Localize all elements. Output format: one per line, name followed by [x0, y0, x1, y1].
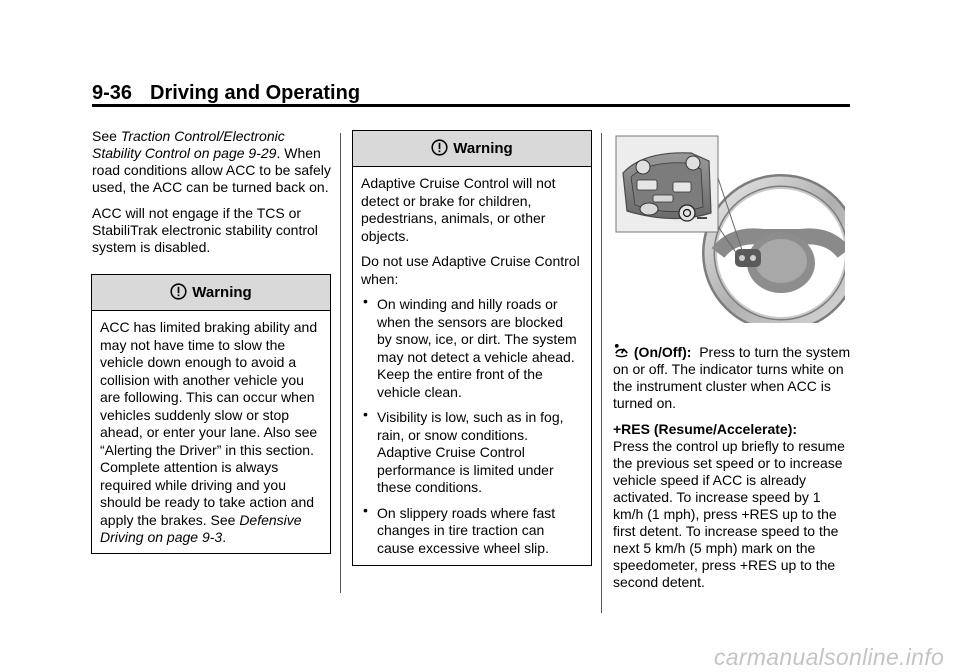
warning-paragraph: Adaptive Cruise Control will not detect or brake for children, pedestrians, animals, or other objects. — [361, 175, 556, 244]
warning-header — [92, 275, 330, 311]
list-item: • Visibility is low, such as in fog, rain, or snow conditions. Adaptive Cruise Control performance is limited under these conditions. — [363, 406, 564, 495]
onoff-text: Press to turn the system on or off. The indicator turns white on the instrument cluster when ACC is turned on. — [613, 344, 851, 411]
warning-box-braking — [91, 274, 331, 554]
warning-title: Warning — [192, 284, 252, 301]
watermark: carmanualsonline.info — [714, 644, 945, 670]
warning-body: ACC has limited braking ability and may not have time to slow the vehicle down enough to avoid a collision with another vehicle you are following. This can occur when vehicles suddenly slow or stop ahead, or enter your lane. Also see “Alerting the Driver” in this section. Complete attention is always required while driving and you should be ready to take action and apply the brakes. See Defensive Driving on page 9-3. — [100, 319, 318, 545]
bullet-icon: • — [363, 293, 368, 309]
header-rule — [92, 104, 850, 107]
link-defensive-driving[interactable]: Defensive Driving on page 9-3 — [100, 511, 302, 545]
list-item: • On winding and hilly roads or when the sensors are blocked by snow, ice, or dirt. The system may not detect a vehicle ahead. Keep the entire front of the vehicle clean. — [363, 293, 577, 400]
section-title: Driving and Operating — [150, 82, 361, 104]
bullet-icon: • — [363, 406, 368, 422]
paragraph-traction-control: See Traction Control/Electronic Stability Control on page 9-29. When road conditions allow ACC to be safely used, the ACC can be turned back on. — [92, 128, 331, 195]
warning-box-acc-limits — [352, 130, 592, 566]
left-column — [92, 128, 332, 265]
warning-icon — [431, 139, 448, 156]
res-text: Press the control up briefly to resume the previous set speed or to increase vehicle speed if ACC is already activated. To increase speed by 1 km/h (1 mph), press +RES up to the first detent. To increase speed to the next 5 km/h (5 mph) mark on the speedometer, press +RES up to the second detent. — [613, 438, 845, 590]
cruise-speedometer-icon — [613, 343, 630, 359]
warning-body — [353, 167, 591, 565]
steering-wheel-controls-photo — [613, 133, 845, 323]
steering-wheel-illustration — [613, 133, 845, 323]
right-column — [613, 343, 853, 600]
link-traction-control[interactable]: Traction Control/Electronic Stability Control on page 9-29 — [92, 128, 285, 161]
res-description — [613, 421, 853, 591]
warning-icon — [170, 283, 187, 300]
warning-title: Warning — [453, 140, 513, 157]
page-header — [92, 82, 360, 105]
paragraph-tcs-disabled: ACC will not engage if the TCS or StabiliTrak electronic stability control system is disabled. — [92, 205, 318, 255]
column-divider-left — [340, 133, 341, 593]
warning-header — [353, 131, 591, 167]
column-divider-right — [601, 133, 602, 613]
warning-paragraph: Do not use Adaptive Cruise Control when: — [361, 253, 580, 287]
onoff-term: (On/Off): — [633, 344, 692, 360]
res-term: +RES (Resume/Accelerate): — [613, 421, 798, 437]
onoff-description — [613, 343, 853, 412]
bullet-icon: • — [363, 501, 368, 518]
page-number: 9-36 — [92, 82, 133, 104]
list-item: • On slippery roads where fast changes in tire traction can cause excessive wheel slip. — [363, 501, 556, 556]
bullet-list — [361, 293, 581, 557]
